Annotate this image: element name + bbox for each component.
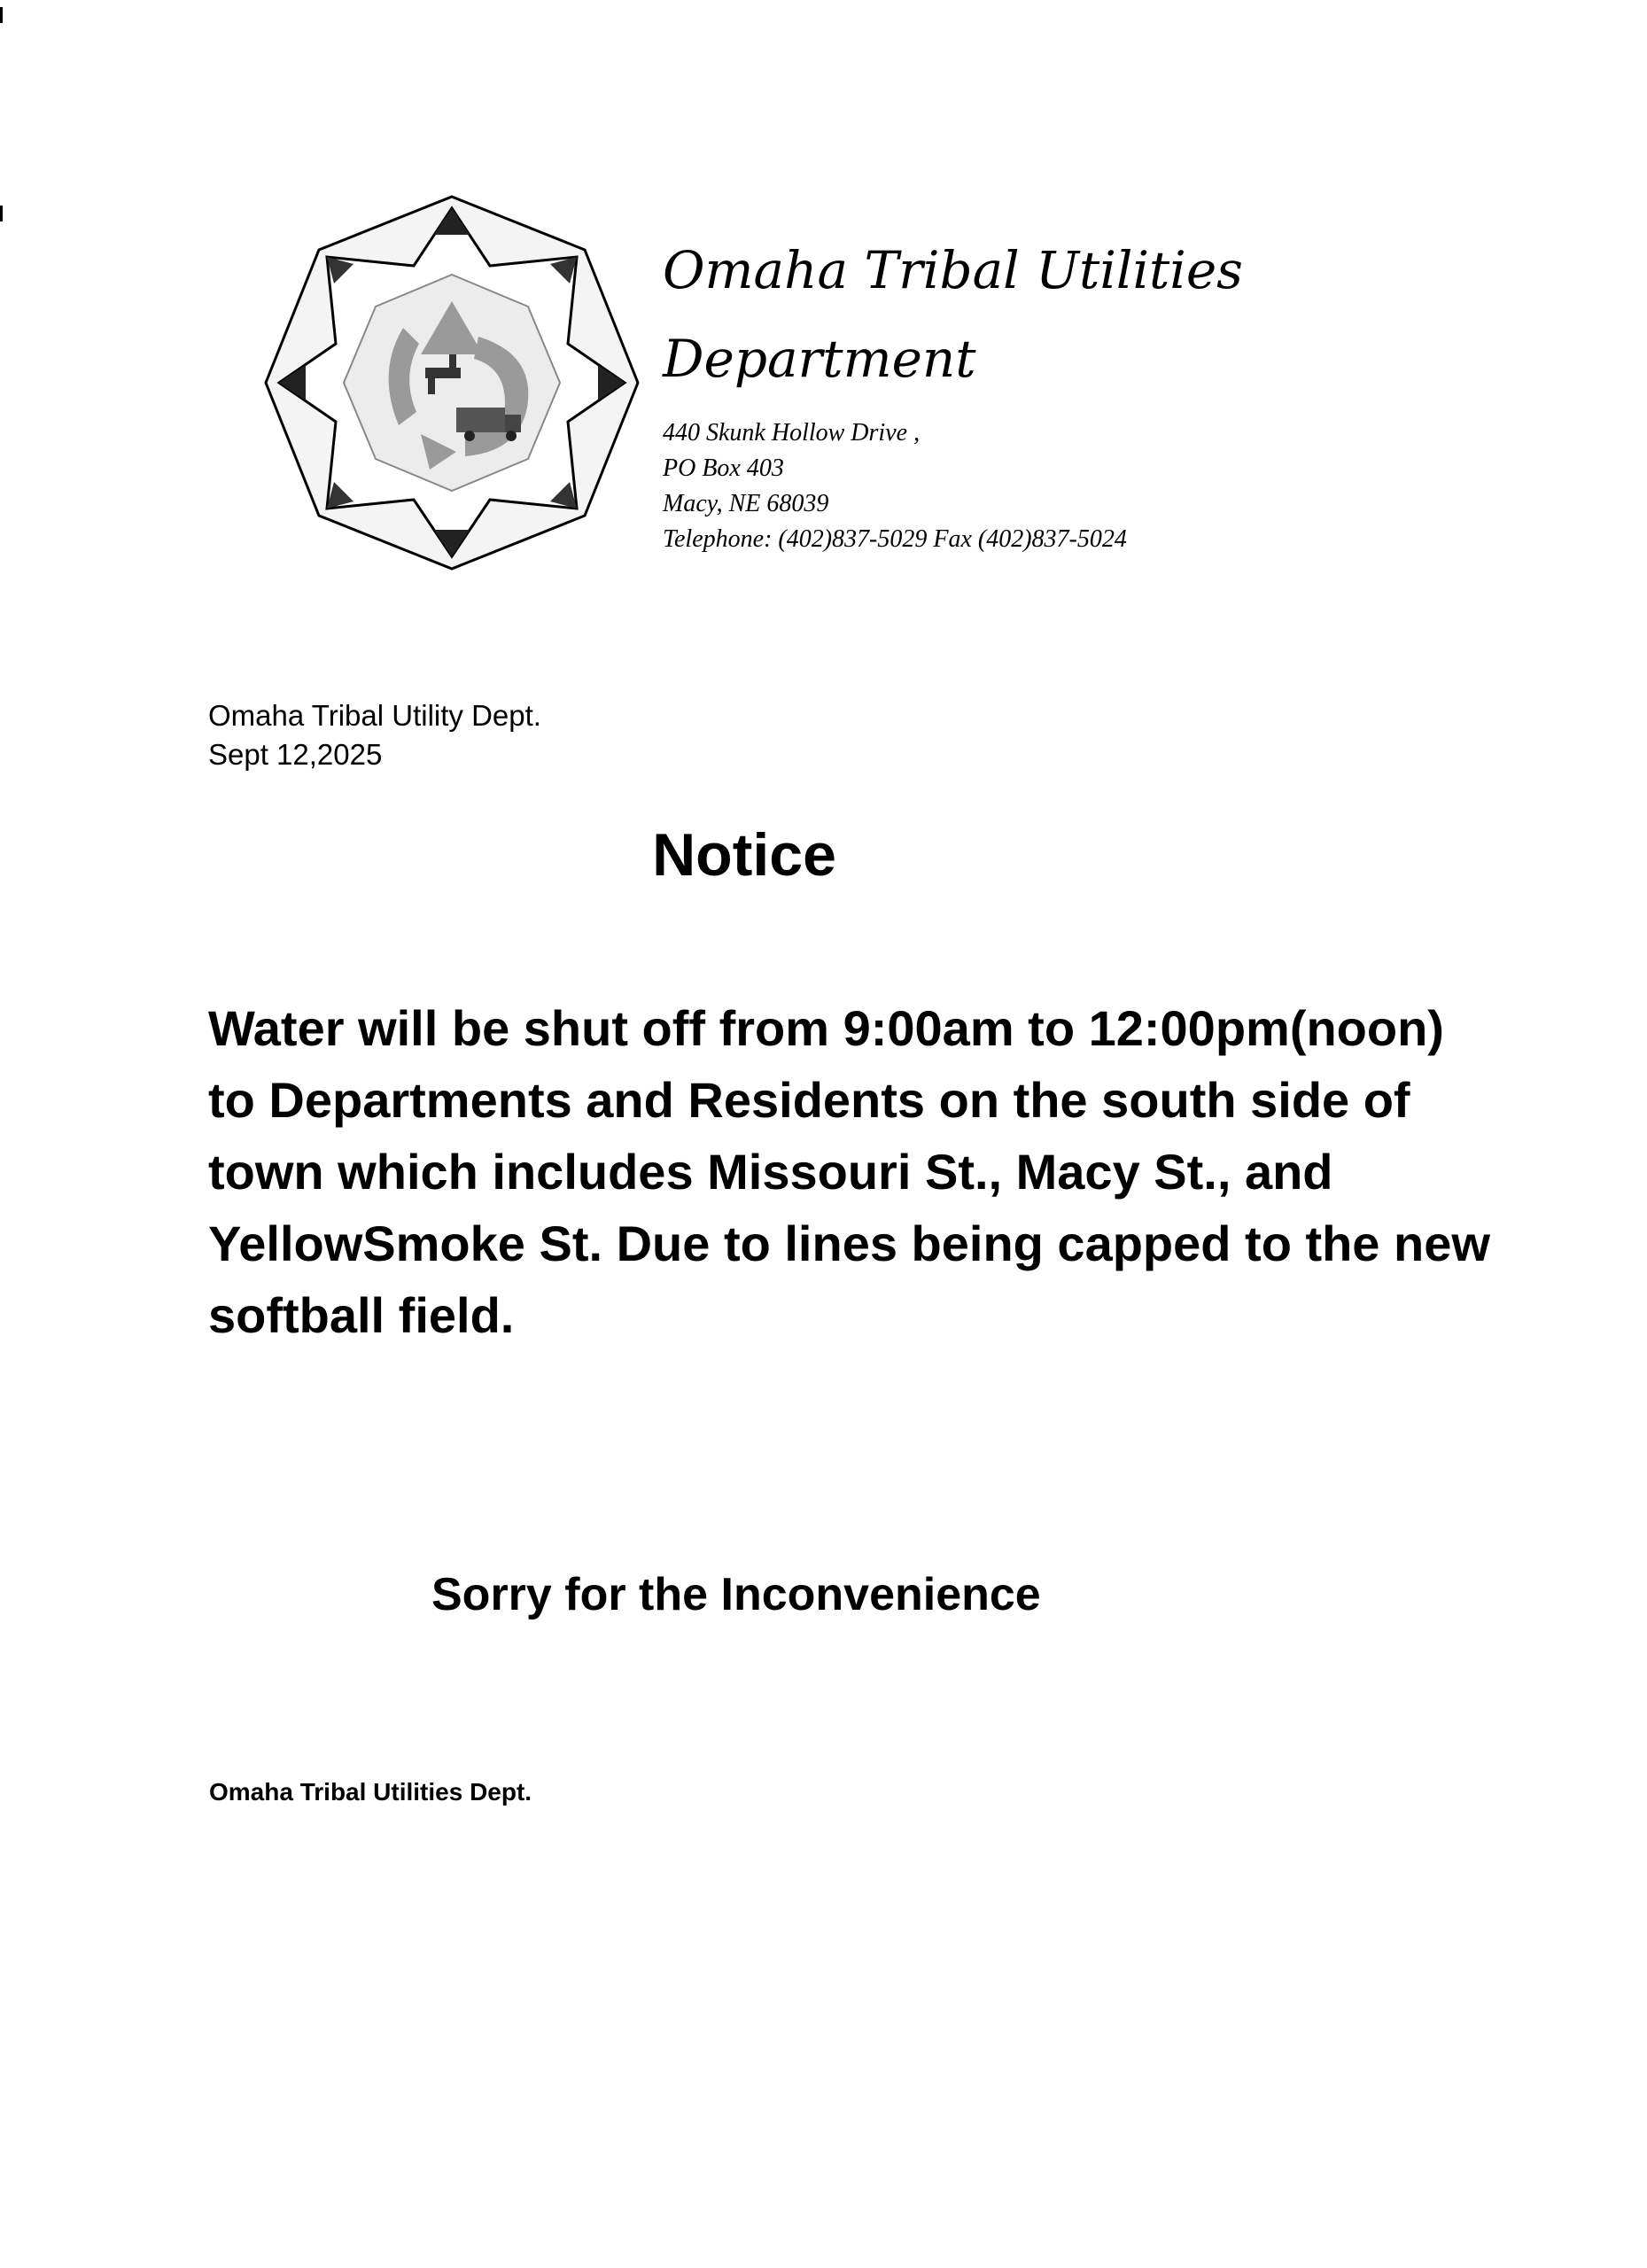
apology-text: Sorry for the Inconvenience — [431, 1569, 1041, 1620]
contact-line: Telephone: (402)837-5029 Fax (402)837-5024 — [663, 525, 1127, 553]
org-name-line1: Omaha Tribal Utilities — [663, 240, 1243, 300]
address-block — [663, 416, 1460, 557]
address-city: Macy, NE 68039 — [663, 490, 829, 517]
sender-date-block — [208, 696, 541, 774]
letterhead — [663, 226, 1460, 557]
org-name-line2: Department — [663, 329, 976, 389]
scan-mark — [0, 206, 3, 221]
utilities-logo — [252, 186, 651, 594]
notice-title: Notice — [652, 821, 836, 889]
address-po-box: PO Box 403 — [663, 454, 784, 482]
signature-line: Omaha Tribal Utilities Dept. — [209, 1778, 532, 1806]
notice-body: Water will be shut off from 9:00am to 12:00pm(noon) to Departments and Residents on the south side of town which includes Missouri St., Macy St., and YellowSmoke St. Due to lines being capped to the new softball field. — [208, 1000, 1490, 1343]
address-street: 440 Skunk Hollow Drive , — [663, 419, 921, 447]
notice-date: Sept 12,2025 — [208, 738, 383, 771]
scan-mark — [0, 7, 3, 23]
sender-name: Omaha Tribal Utility Dept. — [208, 699, 541, 732]
